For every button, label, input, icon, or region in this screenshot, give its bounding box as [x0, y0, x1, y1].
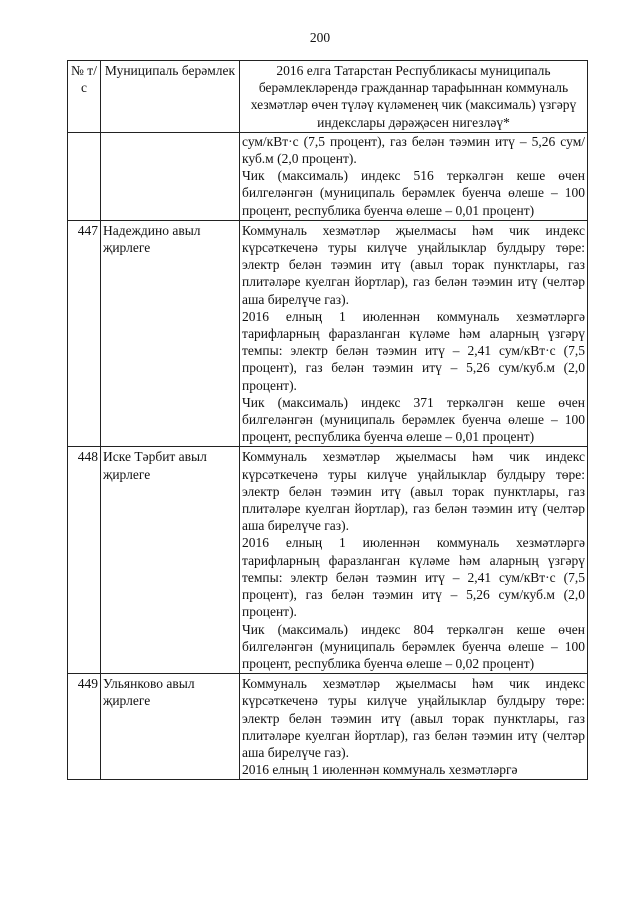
description-paragraph: сум/кВт·с (7,5 процент), газ белән тәэмин итү – 5,26 сум/куб.м (2,0 процент). — [242, 133, 585, 167]
description-paragraph: Коммуналь хезмәтләр җыелмасы һәм чик индекс күрсәткеченә туры килүче уңайлыклар булдыру төре: электр белән тәэмин итү (авыл торак пунктлары, газ плитәләре куелган йортлар), газ белән тәэмин итү (челтәр аша бирелүче газ). — [242, 449, 585, 534]
header-description: 2016 елга Татарстан Республикасы муниципаль берәмлекләрендә гражданнар тарафыннан коммуналь хезмәтләр өчен түләү күләменең чик (максималь) үзгәрү индекслары дәрәҗәсен нигезләү* — [240, 61, 588, 133]
row-municipality: Ульянково авыл җирлеге — [101, 674, 240, 780]
row-municipality — [101, 132, 240, 220]
description-paragraph: Чик (максималь) индекс 371 теркәлгән кеше өчен билгеләнгән (муниципаль берәмлек буенча өлеше – 100 процент, республика буенча өлеше – 0,01 процент) — [242, 394, 585, 445]
page-number: 200 — [309, 30, 331, 45]
description-paragraph: 2016 елның 1 июленнән коммуналь хезмәтләргә тарифларның фаразланган күләме һәм аларның үзгәрү темпы: электр белән тәэмин итү – 2,41 сум/кВт·с (7,5 процент), газ белән тәэмин итү – 5,26 сум/куб.м (2,0 процент). — [242, 308, 585, 393]
row-municipality: Иске Тәрбит авыл җирлеге — [101, 447, 240, 674]
row-description — [240, 447, 588, 674]
row-number: 448 — [68, 447, 101, 674]
description-paragraph: Коммуналь хезмәтләр җыелмасы һәм чик индекс күрсәткеченә туры килүче уңайлыклар булдыру төре: электр белән тәэмин итү (авыл торак пунктлары, газ плитәләре куелган йортлар), газ белән тәэмин итү (челтәр аша бирелүче газ). — [242, 222, 585, 307]
table-row-continuation — [68, 132, 588, 220]
header-number: № т/с — [68, 61, 101, 133]
description-paragraph: Коммуналь хезмәтләр җыелмасы һәм чик индекс күрсәткеченә туры килүче уңайлыклар булдыру төре: электр белән тәэмин итү (авыл торак пунктлары, газ плитәләре куелган йортлар), газ белән тәэмин итү (челтәр аша бирелүче газ). — [242, 676, 585, 760]
tariff-table — [67, 60, 588, 780]
row-number: 447 — [68, 220, 101, 447]
table-header-row — [68, 61, 588, 133]
row-municipality: Надеждино авыл җирлеге — [101, 220, 240, 447]
description-paragraph: 2016 елның 1 июленнән коммуналь хезмәтләргә — [242, 762, 518, 778]
row-number: 449 — [68, 674, 101, 780]
row-number — [68, 132, 101, 220]
table-row — [68, 447, 588, 674]
table-row — [68, 220, 588, 447]
description-paragraph: Чик (максималь) индекс 516 теркәлгән кеше өчен билгеләнгән (муниципаль берәмлек буенча өлеше – 100 процент, республика буенча өлеше – 0,01 процент) — [242, 168, 585, 218]
header-municipality: Муниципаль берәмлек — [101, 61, 240, 133]
table-row — [68, 674, 588, 780]
row-description — [240, 674, 588, 780]
description-paragraph: Чик (максималь) индекс 804 теркәлгән кеше өчен билгеләнгән (муниципаль берәмлек буенча өлеше – 100 процент, республика буенча өлеше – 0,02 процент) — [242, 621, 585, 671]
row-description — [240, 220, 588, 447]
description-paragraph: 2016 елның 1 июленнән коммуналь хезмәтләргә тарифларның фаразланган күләме һәм аларның үзгәрү темпы: электр белән тәэмин итү – 2,41 сум/кВт·с (7,5 процент), газ белән тәэмин итү – 5,26 сум/куб.м (2,0 процент). — [242, 535, 585, 620]
row-description — [240, 132, 588, 220]
